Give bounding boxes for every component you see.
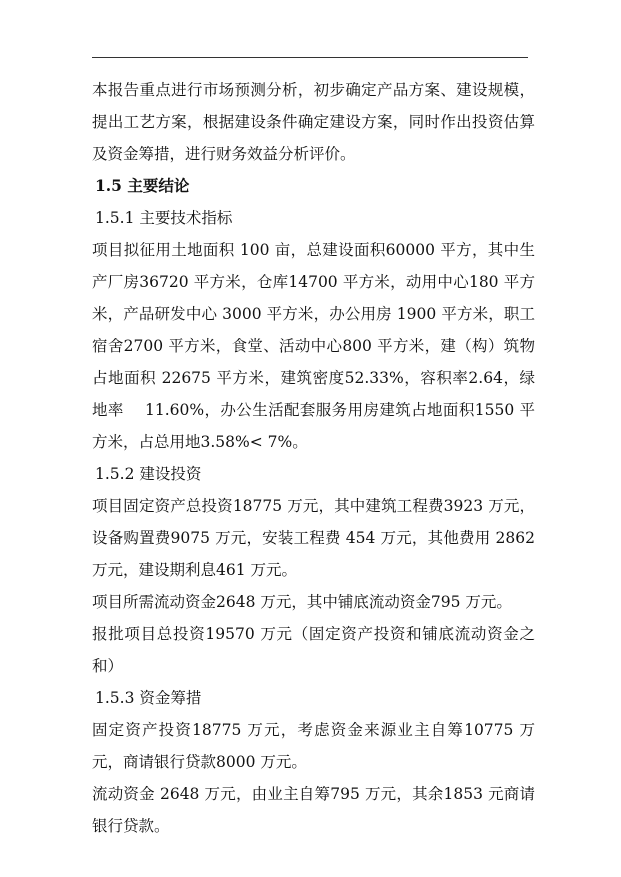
total-investment-paragraph xyxy=(92,618,535,682)
fixed-investment-text: 项目固定资产总投资18775 万元，其中建筑工程费3923 万元，设备购置费9075 万元，安装工程费 454 万元，其他费用 2862 万元，建设期利息461 万元。 xyxy=(92,497,535,579)
tech-indicators-paragraph xyxy=(92,234,535,458)
section-1-5-title: 1.5 主要结论 xyxy=(95,176,190,195)
section-1-5-2-title: 1.5.2 建设投资 xyxy=(95,465,202,483)
fixed-investment-paragraph xyxy=(92,490,535,586)
fixed-funding-paragraph xyxy=(92,714,535,778)
intro-paragraph-text: 本报告重点进行市场预测分析，初步确定产品方案、建设规模，提出工艺方案，根据建设条件确定建设方案，同时作出投资估算及资金筹措，进行财务效益分析评价。 xyxy=(92,81,535,163)
total-investment-text: 报批项目总投资19570 万元（固定资产投资和铺底流动资金之和） xyxy=(92,625,535,675)
fixed-funding-text: 固定资产投资18775 万元，考虑资金来源业主自筹10775 万元，商请银行贷款8000 万元。 xyxy=(92,721,535,771)
intro-paragraph xyxy=(92,74,535,170)
working-capital-text: 项目所需流动资金2648 万元，其中铺底流动资金795 万元。 xyxy=(92,593,512,611)
section-1-5-3-title: 1.5.3 资金筹措 xyxy=(95,689,202,707)
working-funding-paragraph xyxy=(92,778,535,842)
header-rule xyxy=(92,57,528,58)
working-capital-paragraph xyxy=(92,586,535,618)
section-1-5-1-title: 1.5.1 主要技术指标 xyxy=(95,209,233,227)
tech-indicators-text: 项目拟征用土地面积 100 亩，总建设面积60000 平方，其中生产厂房36720 平方米，仓库14700 平方米，动用中心180 平方米，产品研发中心 3000 平方米，办公用房 1900 平方米，职工宿舍2700 平方米，食堂、活动中心800 平方米，建（构）筑物占地面积 22675 平方米，建筑密度52.33%，容积率2.64，绿地率 11.60%，办公生活配套服务用房建筑占地面积1550 平方米，占总用地3.58%< 7%。 xyxy=(92,241,535,451)
working-funding-text: 流动资金 2648 万元，由业主自筹795 万元，其余1853 元商请银行贷款。 xyxy=(92,785,535,835)
document-content xyxy=(92,74,535,842)
